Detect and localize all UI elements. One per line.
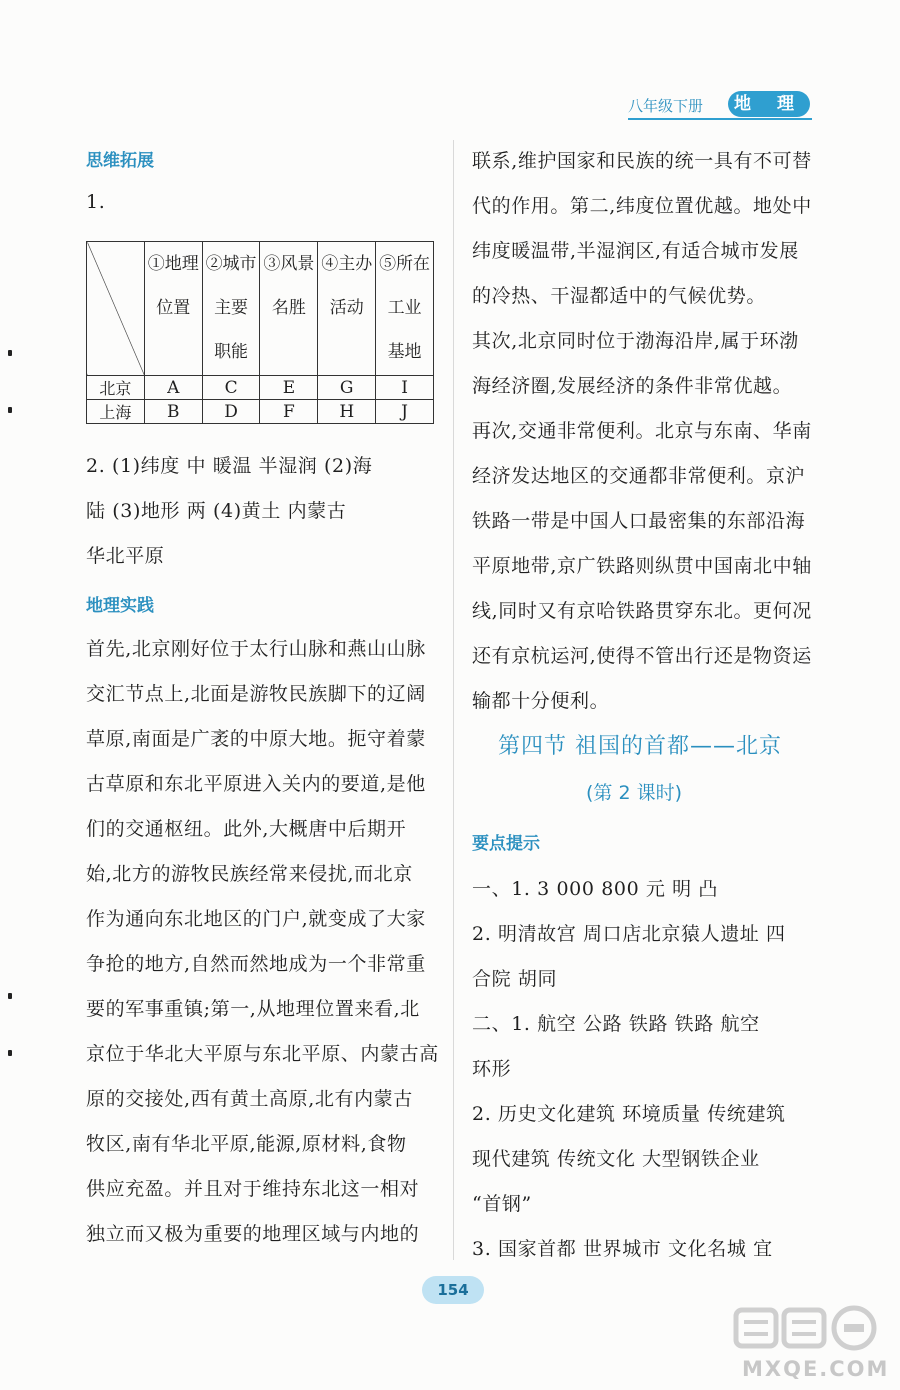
binding-hole (8, 350, 12, 356)
question-1-label: 1. (86, 191, 106, 213)
paragraph-line: 的冷热、干湿都适中的气候优势。 (472, 285, 767, 307)
subject-badge: 地 理 (728, 91, 810, 117)
paragraph-line: 作为通向东北地区的门户,就变成了大家 (86, 908, 426, 930)
city-comparison-table (86, 241, 434, 424)
paragraph-line: 古草原和东北平原进入关内的要道,是他 (86, 773, 426, 795)
answer-line: 环形 (472, 1058, 512, 1080)
thinking-heading: 思维拓展 (86, 151, 154, 171)
paragraph-line: 联系,维护国家和民族的统一具有不可替 (472, 150, 812, 172)
answer-line: 3. 国家首都 世界城市 文化名城 宜 (472, 1238, 773, 1260)
column-divider (453, 140, 454, 1260)
table-cell: C (202, 376, 260, 400)
paragraph-line: 还有京杭运河,使得不管出行还是物资运 (472, 645, 812, 667)
table-cell: J (376, 400, 434, 424)
paragraph-line: 要的军事重镇;第一,从地理位置来看,北 (86, 998, 420, 1020)
table-cell: G (318, 376, 376, 400)
paragraph-line: 供应充盈。并且对于维持东北这一相对 (86, 1178, 420, 1200)
paragraph-line: 线,同时又有京哈铁路贯穿东北。更何况 (472, 600, 812, 622)
paragraph-line: 独立而又极为重要的地理区域与内地的 (86, 1223, 420, 1245)
table-header-cell: ⑤所在 工业 基地 (376, 242, 434, 376)
table-row (87, 400, 434, 424)
answer-line: 一、1. 3 000 800 元 明 凸 (472, 878, 718, 900)
section-subtitle: (第 2 课时) (586, 782, 682, 804)
paragraph-line: 京位于华北大平原与东北平原、内蒙古高 (86, 1043, 439, 1065)
table-corner-cell (87, 242, 145, 376)
grade-label: 八年级下册 (628, 97, 704, 115)
paragraph-line: 始,北方的游牧民族经常来侵扰,而北京 (86, 863, 413, 885)
practice-heading: 地理实践 (86, 596, 154, 616)
paragraph-line: 草原,南面是广袤的中原大地。扼守着蒙 (86, 728, 426, 750)
answer-line: 2. (1)纬度 中 暖温 半湿润 (2)海 (86, 455, 373, 477)
watermark-site: MXQE.COM (742, 1357, 890, 1381)
paragraph-line: 牧区,南有华北平原,能源,原材料,食物 (86, 1133, 407, 1155)
answer-line: 现代建筑 传统文化 大型钢铁企业 (472, 1148, 760, 1170)
paragraph-line: 铁路一带是中国人口最密集的东部沿海 (472, 510, 806, 532)
answer-line: 陆 (3)地形 两 (4)黄土 内蒙古 (86, 500, 347, 522)
paragraph-line: 争抢的地方,自然而然地成为一个非常重 (86, 953, 426, 975)
table-cell: B (144, 400, 202, 424)
table-header-cell: ②城市 主要 职能 (202, 242, 260, 376)
paragraph-line: 代的作用。第二,纬度位置优越。地处中 (472, 195, 812, 217)
binding-hole (8, 407, 12, 413)
answer-line: 2. 明清故宫 周口店北京猿人遗址 四 (472, 923, 786, 945)
table-cell: I (376, 376, 434, 400)
answer-line: “首钢” (472, 1193, 532, 1215)
paragraph-line: 们的交通枢纽。此外,大概唐中后期开 (86, 818, 407, 840)
answer-line: 2. 历史文化建筑 环境质量 传统建筑 (472, 1103, 786, 1125)
table-cell: A (144, 376, 202, 400)
table-cell: D (202, 400, 260, 424)
answer-line: 华北平原 (86, 545, 165, 567)
paragraph-line: 输都十分便利。 (472, 690, 610, 712)
header-rule (628, 118, 812, 120)
page-header (628, 90, 812, 120)
paragraph-line: 经济发达地区的交通都非常便利。京沪 (472, 465, 806, 487)
paragraph-line: 原的交接处,西有黄土高原,北有内蒙古 (86, 1088, 413, 1110)
row-label: 上海 (87, 400, 145, 424)
table-cell: E (260, 376, 318, 400)
table-cell: H (318, 400, 376, 424)
paragraph-line: 海经济圈,发展经济的条件非常优越。 (472, 375, 793, 397)
page-number: 154 (422, 1276, 484, 1304)
table-header-cell: ③风景 名胜 (260, 242, 318, 376)
paragraph-line: 纬度暖温带,半湿润区,有适合城市发展 (472, 240, 799, 262)
keypoints-heading: 要点提示 (472, 834, 540, 854)
paragraph-line: 首先,北京刚好位于太行山脉和燕山山脉 (86, 638, 426, 660)
binding-hole (8, 1050, 12, 1056)
row-label: 北京 (87, 376, 145, 400)
binding-hole (8, 993, 12, 999)
paragraph-line: 其次,北京同时位于渤海沿岸,属于环渤 (472, 330, 799, 352)
answer-line: 合院 胡同 (472, 968, 558, 990)
table-cell: F (260, 400, 318, 424)
answer-line: 二、1. 航空 公路 铁路 铁路 航空 (472, 1013, 760, 1035)
table-header-cell: ④主办 活动 (318, 242, 376, 376)
table-row (87, 376, 434, 400)
table-header-cell: ①地理 位置 (144, 242, 202, 376)
section-title: 第四节 祖国的首都——北京 (498, 734, 782, 759)
paragraph-line: 平原地带,京广铁路则纵贯中国南北中轴 (472, 555, 812, 577)
paragraph-line: 再次,交通非常便利。北京与东南、华南 (472, 420, 812, 442)
paragraph-line: 交汇节点上,北面是游牧民族脚下的辽阔 (86, 683, 426, 705)
